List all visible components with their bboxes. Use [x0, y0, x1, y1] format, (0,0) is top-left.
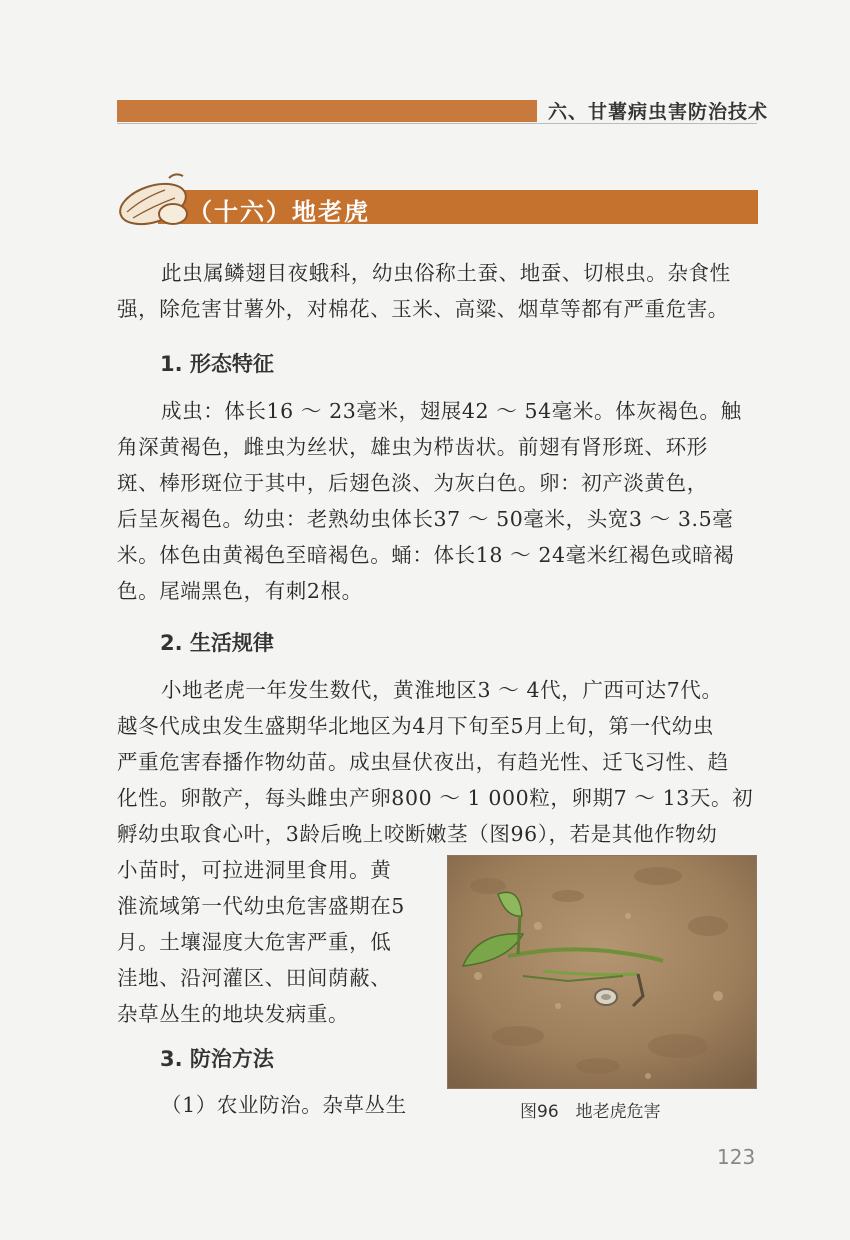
- header-rule: [117, 123, 757, 124]
- text-line: 化性。卵散产，每头雌虫产卵800 ～ 1 000粒，卵期7 ～ 13天。初: [117, 786, 754, 810]
- intro-paragraph: [117, 255, 757, 327]
- text-line: 淮流域第一代幼虫危害盛期在5: [117, 894, 405, 918]
- text-line: 后呈灰褐色。幼虫：老熟幼虫体长37 ～ 50毫米，头宽3 ～ 3.5毫: [117, 507, 734, 531]
- text-line: 米。体色由黄褐色至暗褐色。蛹：体长18 ～ 24毫米红褐色或暗褐: [117, 543, 735, 567]
- subsection-heading-life-habits: 2. 生活规律: [160, 631, 274, 655]
- header-bar: [117, 100, 537, 122]
- subsection-heading-morphology: 1. 形态特征: [160, 352, 274, 376]
- text-line: 孵幼虫取食心叶，3龄后晚上咬断嫩茎（图96），若是其他作物幼: [117, 822, 718, 846]
- page-number: 123: [717, 1145, 756, 1169]
- text-line: 角深黄褐色，雌虫为丝状，雄虫为栉齿状。前翅有肾形斑、环形: [117, 435, 708, 459]
- morphology-paragraph: [117, 393, 757, 609]
- figure-caption: 图96 地老虎危害: [520, 1102, 661, 1122]
- text-line: 小地老虎一年发生数代，黄淮地区3 ～ 4代，广西可达7代。: [161, 678, 723, 702]
- chapter-title: 六、甘薯病虫害防治技术: [548, 101, 769, 123]
- life-habits-wrapped-paragraph: [117, 852, 422, 1032]
- figure-photo-cutworm-damage: [447, 855, 757, 1089]
- text-line: （1）农业防治。杂草丛生: [161, 1093, 407, 1117]
- text-line: 洼地、沿河灌区、田间荫蔽、: [117, 966, 392, 990]
- sweet-potato-icon: [113, 168, 193, 232]
- text-line: 成虫：体长16 ～ 23毫米，翅展42 ～ 54毫米。体灰褐色。触: [161, 399, 742, 423]
- text-line: 此虫属鳞翅目夜蛾科，幼虫俗称土蚕、地蚕、切根虫。杂食性: [161, 261, 731, 285]
- text-line: 越冬代成虫发生盛期华北地区为4月下旬至5月上旬，第一代幼虫: [117, 714, 714, 738]
- subsection-heading-control: 3. 防治方法: [160, 1047, 274, 1071]
- text-line: 色。尾端黑色，有刺2根。: [117, 579, 363, 603]
- text-line: 杂草丛生的地块发病重。: [117, 1002, 350, 1026]
- section-title: （十六）地老虎: [188, 198, 370, 226]
- life-habits-paragraph: [117, 672, 757, 852]
- text-line: 严重危害春播作物幼苗。成虫昼伏夜出，有趋光性、迁飞习性、趋: [117, 750, 729, 774]
- text-line: 月。土壤湿度大危害严重，低: [117, 930, 392, 954]
- text-line: 强，除危害甘薯外，对棉花、玉米、高粱、烟草等都有严重危害。: [117, 297, 729, 321]
- text-line: 斑、棒形斑位于其中，后翅色淡、为灰白色。卵：初产淡黄色，: [117, 471, 708, 495]
- control-paragraph: [117, 1087, 417, 1123]
- soil-seedling-illustration: [448, 856, 756, 1088]
- text-line: 小苗时，可拉进洞里食用。黄: [117, 858, 392, 882]
